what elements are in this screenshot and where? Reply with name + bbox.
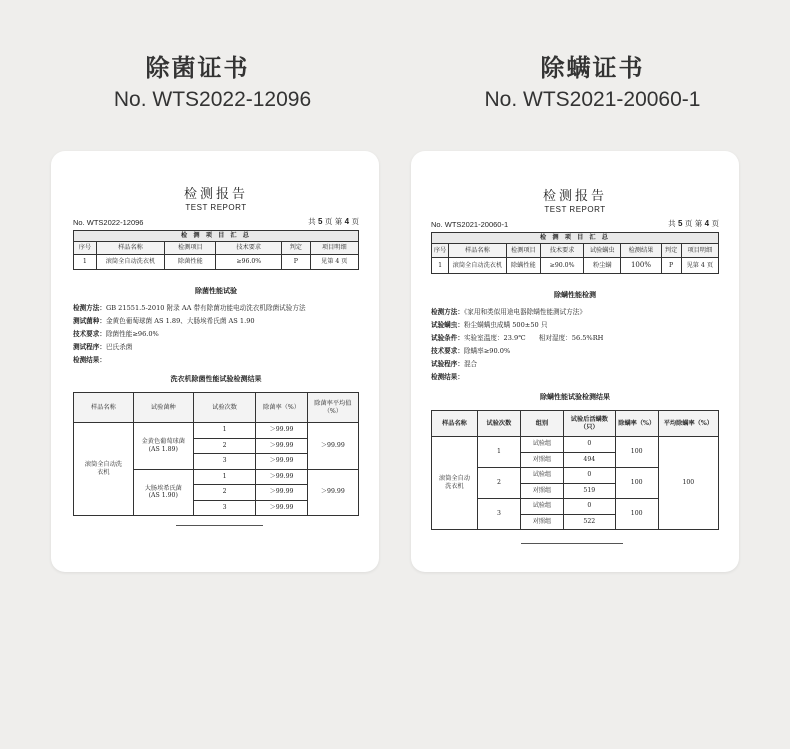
signature-line (521, 543, 623, 544)
report-header-line (431, 218, 719, 229)
average-rate: ＞99.99 (307, 469, 358, 516)
average-rate: 100 (658, 437, 718, 530)
page-indicator: 共 5 页 第 4 页 (308, 217, 359, 226)
report-title-en: TEST REPORT (544, 205, 606, 214)
detail-line: 试验条件：实验室温度：23.9℃ 相对湿度：56.5%RH (431, 334, 604, 342)
summary-cell: P (661, 258, 681, 274)
summary-header: 技术要求 (541, 244, 584, 258)
group-label: 试验组 (520, 468, 563, 484)
strain-cell: 大肠埃希氏菌(AS 1.90) (133, 469, 193, 516)
section-title: 除菌性能试验 (195, 286, 237, 295)
summary-title: 检 测 项 目 汇 总 (432, 233, 719, 244)
report-title-cn: 检测报告 (542, 189, 607, 204)
group-label: 试验组 (520, 437, 563, 453)
result-table (431, 410, 719, 530)
summary-header: 技术要求 (216, 242, 282, 255)
mite-count: 0 (564, 468, 616, 484)
detail-line: 检测结果： (431, 373, 464, 381)
detail-line: 检测方法：GB 21551.5-2010 附录 AA 带有除菌功能电动洗衣机除菌试验方法 (73, 304, 306, 312)
summary-cell: 滚筒全自动洗衣机 (449, 258, 506, 274)
report-header-line (73, 216, 359, 227)
summary-cell: ≥96.0% (216, 255, 282, 270)
result-header: 除菌率平均值（%） (307, 393, 358, 423)
result-header: 样品名称 (74, 393, 134, 423)
trial-number: 3 (477, 499, 520, 530)
summary-cell: 1 (74, 255, 97, 270)
summary-table (73, 230, 359, 270)
trial-number: 3 (193, 454, 256, 470)
trial-number: 2 (193, 485, 256, 501)
detail-line: 检测方法：《家用和类似用途电器除螨性能测试方法》 (431, 308, 586, 316)
report-title-en: TEST REPORT (185, 203, 247, 212)
summary-header: 序号 (432, 244, 449, 258)
report-title-cn: 检测报告 (183, 187, 248, 202)
group-label: 对照组 (520, 514, 563, 530)
result-table (73, 392, 359, 516)
right-certificate-title: 除螨证书 (540, 54, 645, 82)
group-label: 试验组 (520, 499, 563, 515)
result-title: 除螨性能试验检测结果 (540, 392, 610, 401)
left-certificate-number: No. WTS2022-12096 (113, 88, 312, 111)
summary-header: 试验螨虫 (584, 244, 621, 258)
strain-cell: 金黄色葡萄球菌(AS 1.89) (133, 423, 193, 470)
removal-rate: ＞99.99 (256, 485, 307, 501)
mite-count: 0 (564, 437, 616, 453)
summary-cell: 滚筒全自动洗衣机 (96, 255, 164, 270)
summary-header: 检测项目 (506, 244, 540, 258)
summary-cell: 见第 4 页 (681, 258, 718, 274)
summary-header: 判定 (282, 242, 311, 255)
right-report-card (411, 151, 739, 572)
right-report (431, 185, 719, 530)
summary-cell: ≥90.0% (541, 258, 584, 274)
removal-rate: ＞99.99 (256, 469, 307, 485)
left-report (73, 183, 359, 516)
detail-line: 技术要求：除菌性能≥96.0% (73, 330, 159, 338)
trial-number: 2 (477, 468, 520, 499)
trial-number: 3 (193, 500, 256, 516)
summary-cell: 粉尘螨 (584, 258, 621, 274)
right-certificate-number: No. WTS2021-20060-1 (484, 88, 701, 111)
report-number: No. WTS2022-12096 (73, 218, 144, 227)
section-title: 除螨性能检测 (554, 290, 596, 299)
result-header: 除菌率（%） (256, 393, 307, 423)
left-report-card (51, 151, 379, 572)
test-details (73, 302, 359, 367)
signature-line (176, 525, 263, 526)
summary-header: 样品名称 (449, 244, 506, 258)
summary-cell: P (282, 255, 311, 270)
detail-line: 试验螨虫：粉尘螨螨虫成螨 500±50 只 (431, 321, 548, 329)
detail-line: 测试菌种：金黄色葡萄球菌 AS 1.89、大肠埃希氏菌 AS 1.90 (73, 317, 255, 325)
detail-line: 试验程序：混合 (431, 360, 478, 368)
summary-header: 项目明细 (310, 242, 358, 255)
summary-header: 样品名称 (96, 242, 164, 255)
summary-header: 项目明细 (681, 244, 718, 258)
result-header: 样品名称 (432, 411, 478, 437)
result-header: 组别 (520, 411, 563, 437)
mite-count: 519 (564, 483, 616, 499)
removal-rate: 100 (615, 437, 658, 468)
removal-rate: ＞99.99 (256, 454, 307, 470)
mite-count: 494 (564, 452, 616, 468)
mite-count: 0 (564, 499, 616, 515)
summary-table (431, 232, 719, 274)
trial-number: 1 (477, 437, 520, 468)
summary-cell: 见第 4 页 (310, 255, 358, 270)
summary-cell: 除菌性能 (165, 255, 216, 270)
removal-rate: ＞99.99 (256, 438, 307, 454)
summary-cell: 除螨性能 (506, 258, 540, 274)
page-indicator: 共 5 页 第 4 页 (668, 219, 719, 228)
result-header: 试验次数 (193, 393, 256, 423)
group-label: 对照组 (520, 452, 563, 468)
average-rate: ＞99.99 (307, 423, 358, 470)
result-header: 除螨率（%） (615, 411, 658, 437)
summary-header: 检测结果 (621, 244, 661, 258)
summary-header: 检测项目 (165, 242, 216, 255)
result-header: 试验菌种 (133, 393, 193, 423)
report-number: No. WTS2021-20060-1 (431, 220, 509, 229)
summary-title: 检 测 项 目 汇 总 (74, 231, 359, 242)
summary-header: 序号 (74, 242, 97, 255)
detail-line: 检测结果： (73, 356, 106, 364)
result-header: 试验后活螨数（只） (564, 411, 616, 437)
trial-number: 2 (193, 438, 256, 454)
trial-number: 1 (193, 469, 256, 485)
group-label: 对照组 (520, 483, 563, 499)
sample-name-cell: 滚筒全自动洗衣机 (74, 423, 134, 516)
mite-count: 522 (564, 514, 616, 530)
removal-rate: 100 (615, 468, 658, 499)
summary-cell: 100% (621, 258, 661, 274)
detail-line: 技术要求：除螨率≥90.0% (431, 347, 511, 355)
result-title: 洗衣机除菌性能试验检测结果 (170, 374, 262, 383)
removal-rate: ＞99.99 (256, 500, 307, 516)
left-certificate-title: 除菌证书 (145, 54, 250, 82)
trial-number: 1 (193, 423, 256, 439)
test-details (431, 306, 719, 384)
summary-header: 判定 (661, 244, 681, 258)
detail-line: 测试程序：巴氏杀菌 (73, 343, 133, 351)
removal-rate: 100 (615, 499, 658, 530)
removal-rate: ＞99.99 (256, 423, 307, 439)
result-header: 平均除螨率（%） (658, 411, 718, 437)
summary-cell: 1 (432, 258, 449, 274)
sample-name-cell: 滚筒全自动洗衣机 (432, 437, 478, 530)
result-header: 试验次数 (477, 411, 520, 437)
